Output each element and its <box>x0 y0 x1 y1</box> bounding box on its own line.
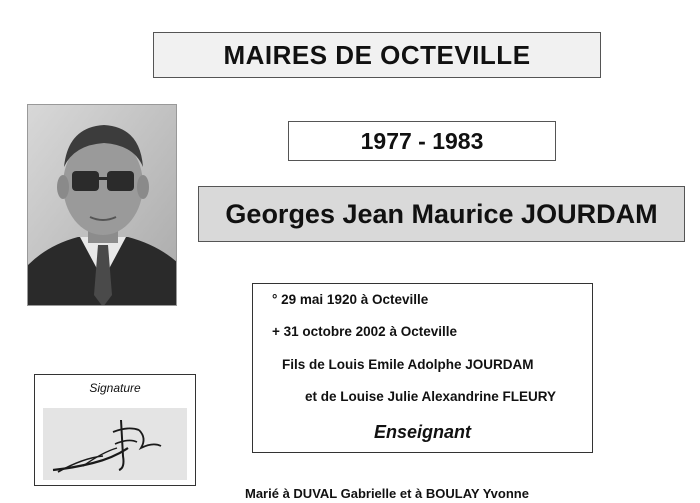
biography-box <box>252 283 593 453</box>
birth-line: ° 29 mai 1920 à Octeville <box>272 292 429 307</box>
page-title-text: MAIRES DE OCTEVILLE <box>223 39 531 70</box>
marriage-line: Marié à DUVAL Gabrielle et à BOULAY Yvonne <box>245 486 529 501</box>
death-line: + 31 octobre 2002 à Octeville <box>272 324 457 339</box>
signature-scribble <box>43 408 187 480</box>
mayor-name-text: Georges Jean Maurice JOURDAM <box>225 198 658 229</box>
occupation: Enseignant <box>373 422 471 442</box>
mayor-name <box>198 186 685 242</box>
signature-label: Signature <box>89 381 141 395</box>
signature-box <box>34 374 196 486</box>
signature-image <box>43 408 187 480</box>
term-years <box>288 121 556 161</box>
portrait-photo <box>28 105 177 306</box>
page-title <box>153 32 601 78</box>
mother-line: et de Louise Julie Alexandrine FLEURY <box>305 389 557 404</box>
mayor-portrait <box>27 104 177 306</box>
father-line: Fils de Louis Emile Adolphe JOURDAM <box>282 357 534 372</box>
term-years-text: 1977 - 1983 <box>360 127 484 154</box>
